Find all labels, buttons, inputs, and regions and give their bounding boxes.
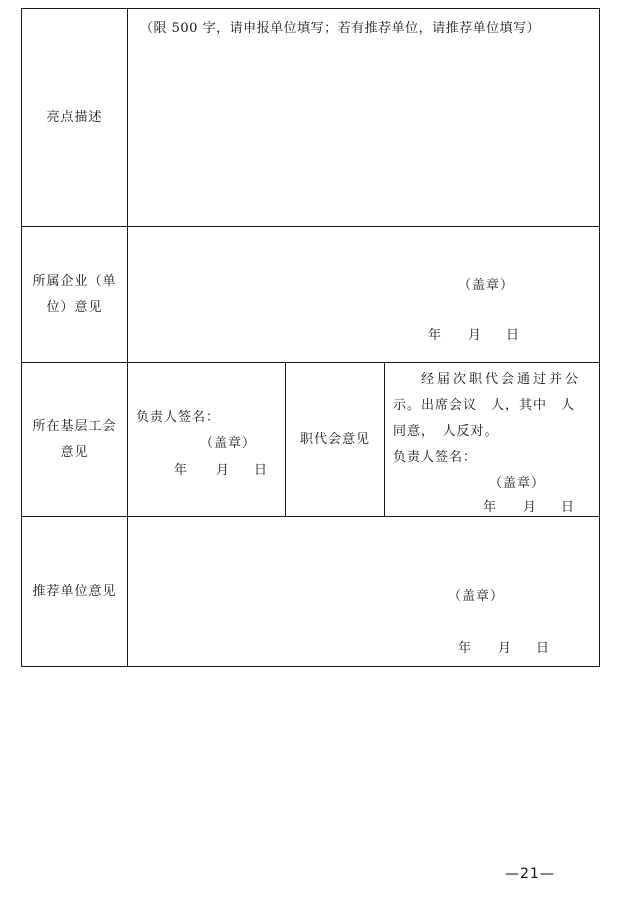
highlights-hint: （限 500 字，请申报单位填写；若有推荐单位，请推荐单位填写） [140,21,541,36]
recommender-day: 日 [536,641,551,656]
congress-line1: 经届次职代会通过并公 [421,372,582,387]
congress-month: 月 [523,500,538,515]
application-form-table [21,8,600,667]
grassroots-label-cell [22,363,128,517]
highlights-label: 亮点描述 [46,109,103,125]
enterprise-day: 日 [506,328,521,343]
grassroots-day: 日 [254,463,269,478]
congress-day: 日 [561,500,576,515]
page-number: —21— [505,866,555,882]
highlights-label-cell [22,9,128,227]
congress-label: 职代会意见 [299,431,370,447]
grassroots-year: 年 [174,463,189,478]
congress-signer: 负责人签名： [393,450,478,465]
grassroots-label-line2: 意见 [60,444,89,460]
enterprise-label-cell [22,227,128,363]
grassroots-opinion-cell[interactable] [128,363,286,517]
recommender-opinion-cell[interactable] [128,517,600,667]
enterprise-opinion-cell[interactable] [128,227,600,363]
congress-opinion-cell[interactable] [385,363,600,517]
recommender-label-cell [22,517,128,667]
grassroots-signer: 负责人签名： [136,410,221,425]
congress-label-cell [286,363,385,517]
enterprise-year: 年 [428,328,443,343]
recommender-label: 推荐单位意见 [32,583,117,599]
recommender-row [22,517,600,667]
recommender-month: 月 [498,641,513,656]
enterprise-row [22,227,600,363]
grassroots-row [22,363,600,517]
congress-seal: （盖章） [489,476,546,491]
congress-year: 年 [483,500,498,515]
enterprise-month: 月 [468,328,483,343]
enterprise-seal: （盖章） [458,278,515,293]
grassroots-month: 月 [216,463,231,478]
highlights-row [22,9,600,227]
enterprise-label-line2: 位）意见 [46,299,103,315]
congress-line2: 示。出席会议 人，其中 人 [393,398,576,413]
grassroots-label-line1: 所在基层工会 [32,418,117,434]
enterprise-label-line1: 所属企业（单 [32,273,117,289]
grassroots-seal: （盖章） [200,436,257,451]
recommender-year: 年 [458,641,473,656]
highlights-input-cell[interactable] [128,9,600,227]
recommender-seal: （盖章） [448,589,505,604]
congress-line3: 同意， 人反对。 [393,424,499,439]
